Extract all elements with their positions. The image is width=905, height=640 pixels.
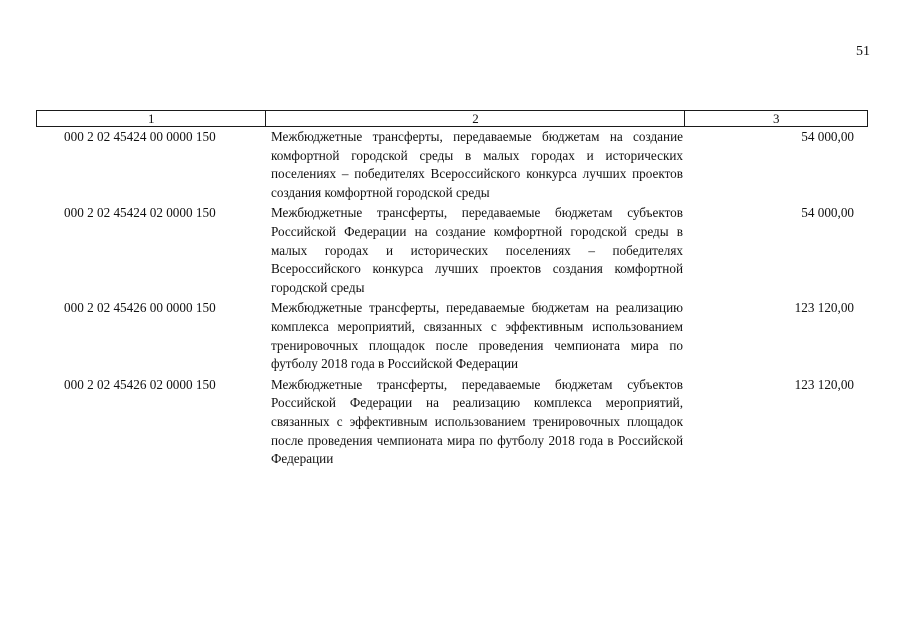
budget-code: 000 2 02 45426 02 0000 150: [64, 376, 216, 392]
row-amount: 123 120,00: [794, 376, 854, 392]
table-body: [36, 128, 868, 469]
row-description: Межбюджетные трансферты, передаваемые бюджетам субъектов Российской Федерации на реализацию комплекса мероприятий, связанных с эффективным использованием тренировочных площадок после проведения чемпионата мира по футболу 2018 года в Российской Федерации: [271, 376, 683, 467]
row-description: Межбюджетные трансферты, передаваемые бюджетам на реализацию комплекса мероприятий, связанных с эффективным использованием тренировочных площадок после проведения чемпионата мира по футболу 2018 года в Российской Федерации: [271, 300, 683, 372]
row-amount: 54 000,00: [801, 205, 854, 221]
budget-code: 000 2 02 45424 00 0000 150: [64, 129, 216, 144]
row-description: Межбюджетные трансферты, передаваемые бюджетам на создание комфортной городской среды в малых городах и исторических поселениях – победителях Всероссийского конкурса лучших проектов создания комфортной городской среды: [271, 129, 683, 200]
budget-code: 000 2 02 45426 00 0000 150: [64, 300, 216, 316]
table-row: [36, 376, 868, 469]
budget-table: [36, 110, 868, 469]
column-header-2: 2: [265, 111, 684, 126]
budget-code: 000 2 02 45424 02 0000 150: [64, 205, 216, 221]
column-header-3: 3: [684, 111, 867, 126]
row-amount: 123 120,00: [794, 300, 854, 316]
row-description: Межбюджетные трансферты, передаваемые бюджетам субъектов Российской Федерации на создание комфортной городской среды в малых городах и исторических поселениях – победителях Всероссийского конкурса лучших проектов создания комфортной городской среды: [271, 205, 683, 295]
table-row: [36, 204, 868, 297]
table-header-row: [36, 110, 868, 127]
column-header-1: 1: [147, 111, 155, 126]
row-amount: 54 000,00: [801, 129, 854, 144]
page-number: 51: [856, 44, 870, 59]
table-row: [36, 128, 868, 202]
table-row: [36, 299, 868, 373]
